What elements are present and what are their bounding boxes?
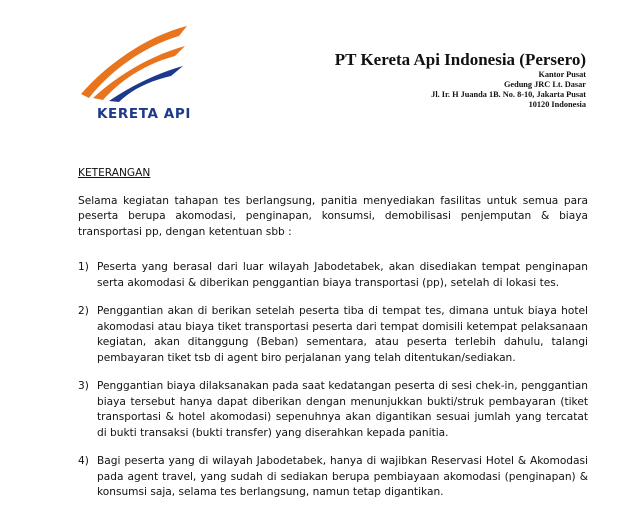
address-line: Kantor Pusat xyxy=(538,70,586,79)
kereta-api-logo xyxy=(75,20,195,125)
company-name: PT Kereta Api Indonesia (Persero) xyxy=(334,50,586,69)
document-body xyxy=(78,166,588,514)
logo-text: KERETA API xyxy=(97,106,191,122)
list-item-number: 1) xyxy=(78,261,89,273)
company-header xyxy=(335,50,586,110)
section-heading: KETERANGAN xyxy=(78,167,151,179)
list-item xyxy=(78,454,588,501)
list-item xyxy=(78,379,588,441)
list-item xyxy=(78,260,588,291)
list-item-number: 3) xyxy=(78,380,89,392)
list-item-number: 4) xyxy=(78,455,89,467)
list-item-text: Peserta yang berasal dari luar wilayah Jabodetabek, akan disediakan tempat penginapan serta akomodasi & diberikan penggantian biaya transportasi (pp), setelah di lokasi tes. xyxy=(97,261,588,289)
intro-paragraph: Selama kegiatan tahapan tes berlangsung, panitia menyediakan fasilitas untuk semua para peserta berupa akomodasi, penginapan, konsumsi, demobilisasi penjemputan & biaya transportasi pp, dengan ketentuan sbb : xyxy=(78,194,588,238)
list-item-text: Bagi peserta yang di wilayah Jabodetabek, hanya di wajibkan Reservasi Hotel & Akomodasi pada agent travel, yang sudah di sediakan berupa pembiayaan akomodasi (penginapan) & konsumsi saja, selama tes berlangsung, namun tetap digantikan. xyxy=(97,455,588,498)
list-item xyxy=(78,304,588,366)
list-item-number: 2) xyxy=(78,305,89,317)
address-line: Jl. Ir. H Juanda 1B. No. 8-10, Jakarta Pusat xyxy=(431,90,586,99)
logo-stripes-icon xyxy=(75,20,195,105)
list-item-text: Penggantian akan di berikan setelah peserta tiba di tempat tes, dimana untuk biaya hotel akomodasi atau biaya tiket transportasi peserta dari tempat domisili ketempat pelaksanaan kegiatan, akan ditanggung (Beban) sementara, atau peserta terlebih dahulu, talangi pembayaran tiket tsb di agent biro perjalanan yang telah ditentukan/sediakan. xyxy=(97,305,588,364)
list-item-text: Penggantian biaya dilaksanakan pada saat kedatangan peserta di sesi chek-in, penggantian biaya tersebut hanya dapat diberikan dengan menunjukkan bukti/struk pembayaran (tiket transportasi & hotel akomodasi) sepenuhnya akan digantikan sesuai jumlah yang tercatat di bukti transaksi (bukti transfer) yang diserahkan kepada panitia. xyxy=(97,380,588,439)
address-line: Gedung JRC Lt. Dasar xyxy=(503,80,586,89)
address-line: 10120 Indonesia xyxy=(528,100,586,109)
